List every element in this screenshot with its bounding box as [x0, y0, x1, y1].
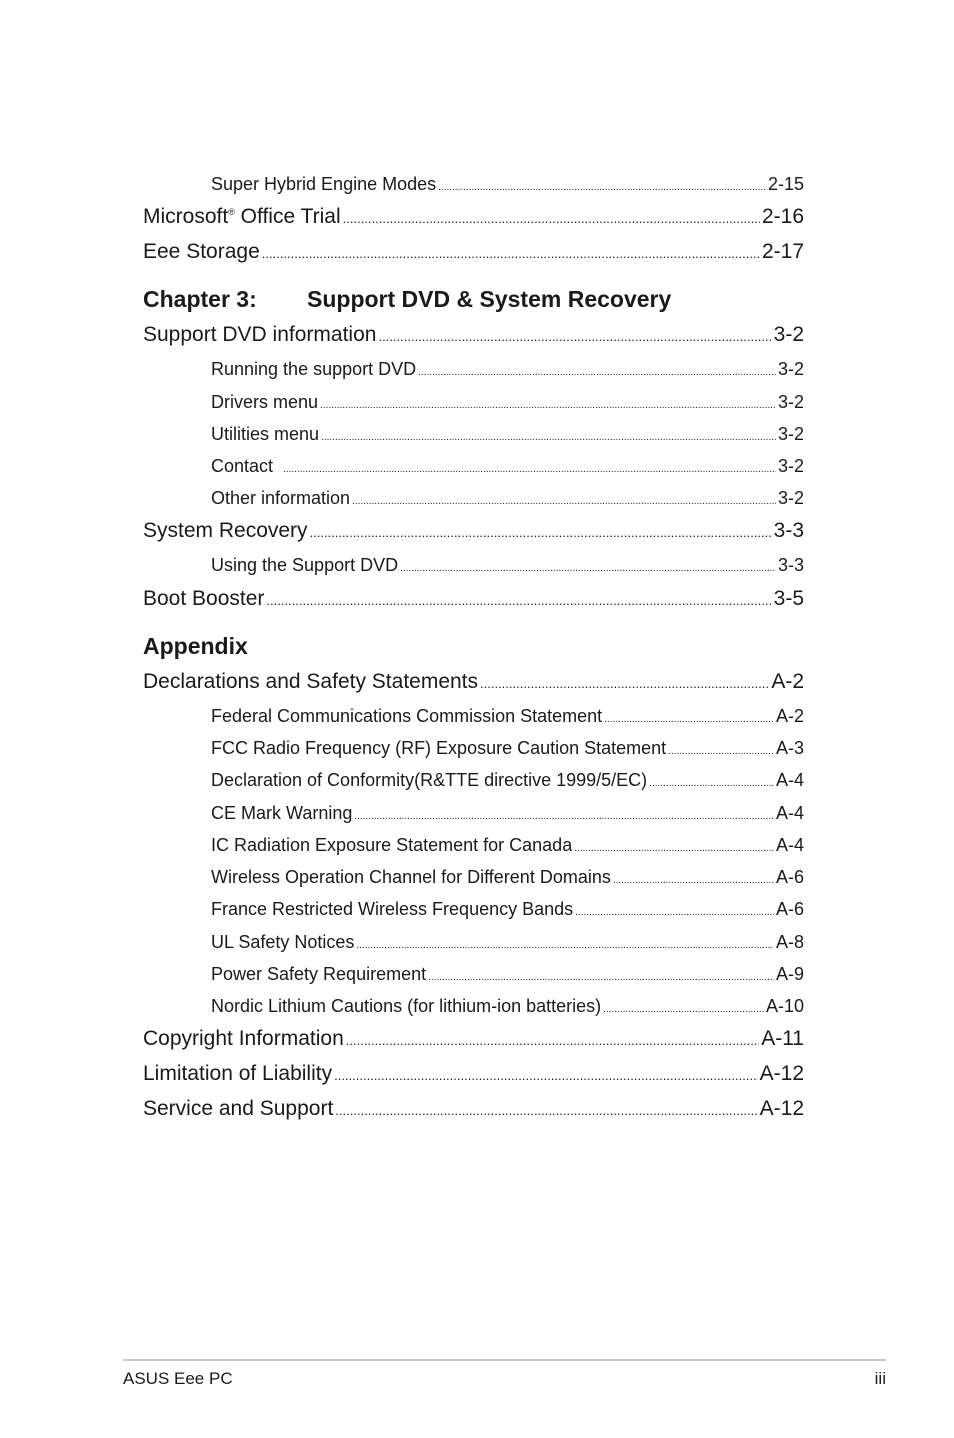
- toc-entry[interactable]: [211, 389, 804, 415]
- toc-entry-page: A-6: [775, 867, 804, 887]
- footer-divider: [123, 1359, 886, 1361]
- dot-leader: [356, 933, 774, 959]
- toc-entry-title: Federal Communications Commission Statement: [211, 706, 603, 726]
- dot-leader: [334, 1062, 758, 1090]
- dot-leader: [418, 360, 776, 386]
- toc-entry[interactable]: [211, 485, 804, 511]
- dot-leader: [266, 587, 771, 615]
- toc-entry[interactable]: [211, 832, 804, 858]
- toc-entry-title: Service and Support: [143, 1097, 334, 1120]
- toc-entry-title: France Restricted Wireless Frequency Bands: [211, 899, 574, 919]
- footer-page-number: iii: [874, 1369, 886, 1388]
- toc-entry-page: A-10: [765, 996, 804, 1016]
- dot-leader: [320, 393, 776, 419]
- toc-entry-page: 3-2: [777, 456, 804, 476]
- toc-entry[interactable]: [211, 767, 804, 793]
- toc-entry-page: 2-16: [761, 205, 804, 228]
- toc-entry[interactable]: [143, 238, 804, 266]
- toc-entry-title: Eee Storage: [143, 240, 260, 263]
- dot-leader: [335, 1097, 757, 1125]
- toc-entry[interactable]: [143, 517, 804, 545]
- chapter-number: Chapter 3:: [143, 286, 257, 312]
- toc-entry[interactable]: [211, 961, 804, 987]
- dot-leader: [438, 175, 766, 201]
- toc-entry[interactable]: [143, 1060, 804, 1088]
- toc-entry[interactable]: [211, 453, 804, 479]
- toc-entry-title: Boot Booster: [143, 587, 265, 610]
- toc-entry-title: IC Radiation Exposure Statement for Canada: [211, 835, 573, 855]
- chapter-heading: [143, 284, 671, 314]
- toc-entry-page: 3-2: [777, 424, 804, 444]
- toc-entry-page: 3-2: [777, 359, 804, 379]
- dot-leader: [343, 205, 760, 233]
- toc-entry-title: Drivers menu: [211, 392, 319, 412]
- toc-entry-title: Support DVD information: [143, 323, 377, 346]
- dot-leader: [649, 771, 774, 797]
- dot-leader: [613, 868, 774, 894]
- toc-entry-page: 3-2: [773, 323, 804, 346]
- toc-entry-title: Contact: [211, 456, 274, 476]
- toc-entry-title: Microsoft® Office Trial: [143, 205, 341, 228]
- toc-entry-page: A-2: [771, 670, 804, 693]
- dot-leader: [310, 519, 772, 547]
- dot-leader: [604, 707, 774, 733]
- toc-entry-page: A-6: [775, 899, 804, 919]
- toc-entry-title: Super Hybrid Engine Modes: [211, 174, 437, 194]
- toc-entry[interactable]: [143, 585, 804, 613]
- toc-entry-title: Using the Support DVD: [211, 555, 399, 575]
- dot-leader: [354, 804, 774, 830]
- toc-entry[interactable]: [211, 552, 804, 578]
- toc-entry-page: A-4: [775, 770, 804, 790]
- toc-entry-title: Running the support DVD: [211, 359, 417, 379]
- toc-entry-page: A-11: [761, 1027, 804, 1050]
- toc-entry-page: A-9: [775, 964, 804, 984]
- toc-entry[interactable]: [211, 356, 804, 382]
- toc-entry[interactable]: [143, 668, 804, 696]
- dot-leader: [283, 457, 776, 483]
- toc-entry[interactable]: [211, 864, 804, 890]
- dot-leader: [603, 997, 764, 1023]
- toc-entry-page: 3-5: [773, 587, 804, 610]
- toc-entry-title: Limitation of Liability: [143, 1062, 333, 1085]
- toc-entry[interactable]: [211, 421, 804, 447]
- toc-entry-page: 2-15: [767, 174, 804, 194]
- toc-entry-title: Copyright Information: [143, 1027, 344, 1050]
- dot-leader: [321, 425, 776, 451]
- toc-entry-page: 3-3: [773, 519, 804, 542]
- toc-entry[interactable]: [143, 203, 804, 231]
- toc-entry-page: 3-2: [777, 392, 804, 412]
- dot-leader: [575, 900, 774, 926]
- dot-leader: [352, 489, 776, 515]
- toc-entry-title: Nordic Lithium Cautions (for lithium-ion batteries): [211, 996, 602, 1016]
- toc-entry-page: 3-2: [777, 488, 804, 508]
- toc-entry[interactable]: [143, 1025, 804, 1053]
- toc-entry-title: Utilities menu: [211, 424, 320, 444]
- toc-entry-page: A-8: [775, 932, 804, 952]
- toc-entry[interactable]: [211, 993, 804, 1019]
- toc-entry-page: A-3: [775, 738, 804, 758]
- registered-mark: ®: [228, 207, 235, 217]
- toc-entry-page: 3-3: [777, 555, 804, 575]
- toc-entry[interactable]: [211, 735, 804, 761]
- toc-entry[interactable]: [211, 896, 804, 922]
- dot-leader: [480, 670, 769, 698]
- dot-leader: [574, 836, 774, 862]
- toc-entry-page: A-4: [775, 835, 804, 855]
- dot-leader: [428, 965, 774, 991]
- toc-entry-title: Declaration of Conformity(R&TTE directive 1999/5/EC): [211, 770, 648, 790]
- dot-leader: [346, 1027, 759, 1055]
- footer-product-name: ASUS Eee PC: [123, 1369, 233, 1388]
- toc-entry[interactable]: [143, 1095, 804, 1123]
- toc-entry-title: Declarations and Safety Statements: [143, 670, 479, 693]
- toc-entry-title: CE Mark Warning: [211, 803, 353, 823]
- toc-entry-title: Power Safety Requirement: [211, 964, 427, 984]
- toc-entry[interactable]: [211, 171, 804, 197]
- toc-entry-page: A-4: [775, 803, 804, 823]
- appendix-heading: Appendix: [143, 633, 248, 659]
- toc-entry-title: Wireless Operation Channel for Different Domains: [211, 867, 611, 887]
- toc-entry[interactable]: [211, 800, 804, 826]
- toc-entry-page: A-2: [775, 706, 804, 726]
- dot-leader: [400, 556, 776, 582]
- toc-entry[interactable]: [211, 929, 804, 955]
- toc-entry-page: A-12: [759, 1097, 804, 1120]
- toc-entry-page: 2-17: [761, 240, 804, 263]
- toc-entry-page: A-12: [759, 1062, 804, 1085]
- toc-entry-title: UL Safety Notices: [211, 932, 355, 952]
- toc-entry-title: FCC Radio Frequency (RF) Exposure Caution Statement: [211, 738, 667, 758]
- toc-entry[interactable]: [211, 703, 804, 729]
- dot-leader: [668, 739, 774, 765]
- dot-leader: [262, 240, 760, 268]
- toc-entry-title: System Recovery: [143, 519, 308, 542]
- dot-leader: [378, 323, 771, 351]
- toc-entry[interactable]: [143, 321, 804, 349]
- chapter-title: Support DVD & System Recovery: [307, 286, 672, 312]
- toc-entry-title: Other information: [211, 488, 351, 508]
